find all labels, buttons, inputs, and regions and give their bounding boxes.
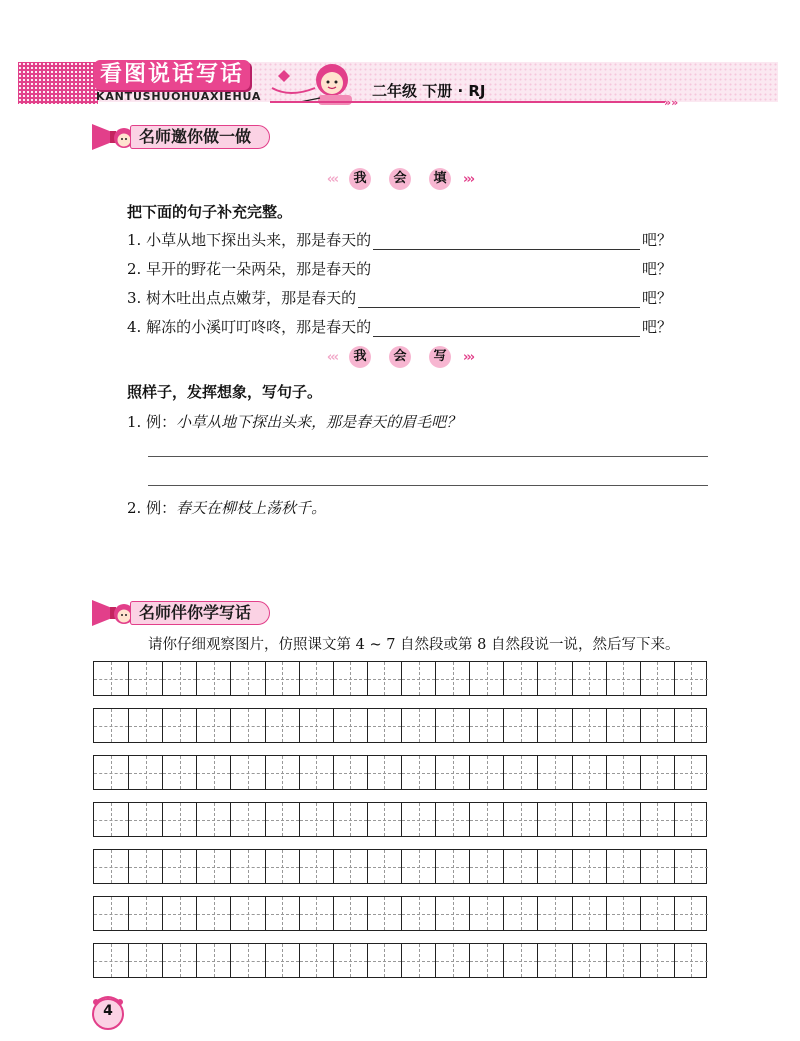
grid-cell[interactable] (367, 756, 401, 789)
section-title: 名师邀你做一做 (130, 125, 270, 149)
grid-cell[interactable] (367, 803, 401, 836)
grid-cell[interactable] (674, 803, 708, 836)
grid-cell[interactable] (265, 709, 299, 742)
grid-cell[interactable] (333, 850, 367, 883)
grid-row[interactable] (93, 896, 707, 931)
grid-cell[interactable] (333, 756, 367, 789)
grid-cell[interactable] (333, 897, 367, 930)
grid-cell[interactable] (435, 662, 469, 695)
grid-cell[interactable] (640, 662, 674, 695)
grade-label: 二年级 下册 · RJ (372, 82, 486, 100)
grid-cell[interactable] (196, 662, 230, 695)
grid-cell[interactable] (640, 709, 674, 742)
grid-cell[interactable] (128, 756, 162, 789)
subhead-char: 会 (389, 168, 411, 190)
grid-cell[interactable] (435, 850, 469, 883)
fill-item-4 (127, 313, 672, 337)
grid-cell[interactable] (196, 897, 230, 930)
grid-cell[interactable] (537, 850, 571, 883)
grid-cell[interactable] (196, 944, 230, 977)
grid-cell[interactable] (162, 850, 196, 883)
grid-cell[interactable] (94, 662, 128, 695)
grid-cell[interactable] (606, 662, 640, 695)
grid-cell[interactable] (265, 897, 299, 930)
fill-item-3 (127, 284, 672, 308)
grid-cell[interactable] (230, 803, 264, 836)
section-banner-writing (90, 594, 290, 628)
grid-cell[interactable] (469, 897, 503, 930)
cartoon-girl-icon (270, 58, 365, 106)
section-banner-practice (90, 118, 290, 152)
grid-cell[interactable] (674, 897, 708, 930)
grid-cell[interactable] (674, 850, 708, 883)
grid-cell[interactable] (537, 756, 571, 789)
grid-cell[interactable] (196, 756, 230, 789)
grid-cell[interactable] (265, 850, 299, 883)
writing-line[interactable] (148, 485, 708, 486)
fill-item-text: 4. 解冻的小溪叮叮咚咚，那是春天的 (127, 318, 372, 336)
grid-cell[interactable] (367, 662, 401, 695)
subhead-char: 填 (429, 168, 451, 190)
header-underline (270, 101, 665, 103)
grid-cell[interactable] (572, 944, 606, 977)
subhead-char: 写 (429, 346, 451, 368)
grid-cell[interactable] (572, 803, 606, 836)
grid-cell[interactable] (94, 709, 128, 742)
chevron-right-icon: ››› (463, 349, 474, 365)
grid-cell[interactable] (469, 803, 503, 836)
grid-cell[interactable] (572, 662, 606, 695)
answer-blank[interactable] (358, 289, 640, 308)
grid-cell[interactable] (94, 850, 128, 883)
grid-cell[interactable] (196, 803, 230, 836)
grid-cell[interactable] (401, 897, 435, 930)
fill-item-2 (127, 255, 672, 279)
grid-cell[interactable] (572, 709, 606, 742)
grid-cell[interactable] (503, 709, 537, 742)
grid-cell[interactable] (299, 662, 333, 695)
chevron-left-icon: ‹‹‹ (326, 349, 337, 365)
grid-cell[interactable] (162, 662, 196, 695)
fill-item-1 (127, 226, 672, 250)
grid-cell[interactable] (162, 756, 196, 789)
grid-cell[interactable] (196, 850, 230, 883)
grid-row[interactable] (93, 661, 707, 696)
book-title: 看图说话写话 (94, 60, 250, 90)
example-text: 小草从地下探出头来，那是春天的眉毛吧？ (176, 413, 462, 431)
grid-cell[interactable] (333, 709, 367, 742)
grid-cell[interactable] (367, 944, 401, 977)
example-2 (127, 497, 326, 518)
grid-cell[interactable] (401, 944, 435, 977)
grid-cell[interactable] (606, 897, 640, 930)
grid-cell[interactable] (128, 850, 162, 883)
grid-cell[interactable] (572, 756, 606, 789)
grid-cell[interactable] (401, 850, 435, 883)
grid-cell[interactable] (401, 662, 435, 695)
book-title-pinyin: KANTUSHUOHUAXIEHUA (96, 90, 262, 103)
grid-cell[interactable] (606, 803, 640, 836)
grid-cell[interactable] (401, 709, 435, 742)
grid-cell[interactable] (230, 709, 264, 742)
grid-cell[interactable] (230, 756, 264, 789)
grid-cell[interactable] (162, 803, 196, 836)
grid-row[interactable] (93, 802, 707, 837)
grid-cell[interactable] (162, 709, 196, 742)
header-arrows: »» (664, 96, 679, 109)
grid-cell[interactable] (606, 709, 640, 742)
grid-cell[interactable] (469, 709, 503, 742)
grid-cell[interactable] (196, 709, 230, 742)
page-number: 4 (103, 1003, 113, 1019)
header-dot-pattern (18, 62, 98, 104)
grid-cell[interactable] (265, 756, 299, 789)
grid-cell[interactable] (674, 944, 708, 977)
grid-cell[interactable] (640, 850, 674, 883)
grid-cell[interactable] (674, 756, 708, 789)
grid-cell[interactable] (537, 662, 571, 695)
grid-cell[interactable] (128, 944, 162, 977)
grid-cell[interactable] (640, 756, 674, 789)
fill-item-text: 1. 小草从地下探出头来，那是春天的 (127, 231, 372, 249)
fill-item-suffix: 吧？ (641, 318, 672, 336)
example-text: 春天在柳枝上荡秋千。 (176, 499, 327, 517)
grid-cell[interactable] (503, 897, 537, 930)
section-title: 名师伴你学写话 (130, 601, 270, 625)
grid-cell[interactable] (537, 803, 571, 836)
subhead-char: 我 (349, 168, 371, 190)
grid-cell[interactable] (128, 897, 162, 930)
grid-cell[interactable] (640, 944, 674, 977)
grid-cell[interactable] (537, 897, 571, 930)
grid-row[interactable] (93, 849, 707, 884)
grid-cell[interactable] (640, 803, 674, 836)
grid-cell[interactable] (299, 850, 333, 883)
grid-cell[interactable] (503, 756, 537, 789)
grid-cell[interactable] (435, 709, 469, 742)
grid-cell[interactable] (333, 662, 367, 695)
grid-cell[interactable] (640, 897, 674, 930)
grid-cell[interactable] (674, 709, 708, 742)
grid-cell[interactable] (537, 944, 571, 977)
grid-cell[interactable] (128, 709, 162, 742)
grid-cell[interactable] (367, 709, 401, 742)
grid-cell[interactable] (128, 803, 162, 836)
subhead-fill (300, 166, 500, 192)
grid-cell[interactable] (469, 850, 503, 883)
writing-prompt: 请你仔细观察图片，仿照课文第 4 ~ 7 自然段或第 8 自然段说一说，然后写下来。 (148, 637, 680, 653)
grid-cell[interactable] (230, 662, 264, 695)
grid-cell[interactable] (299, 756, 333, 789)
grid-cell[interactable] (299, 803, 333, 836)
example-number: 2. 例： (127, 499, 177, 517)
grid-cell[interactable] (162, 897, 196, 930)
grid-cell[interactable] (503, 662, 537, 695)
grid-cell[interactable] (299, 897, 333, 930)
grid-cell[interactable] (367, 850, 401, 883)
answer-blank[interactable] (373, 261, 640, 279)
answer-blank[interactable] (373, 318, 640, 337)
grid-row[interactable] (93, 708, 707, 743)
grid-cell[interactable] (94, 803, 128, 836)
grid-cell[interactable] (435, 756, 469, 789)
grid-cell[interactable] (469, 662, 503, 695)
grid-cell[interactable] (401, 803, 435, 836)
grid-cell[interactable] (469, 756, 503, 789)
grid-cell[interactable] (435, 803, 469, 836)
subhead-char: 会 (389, 346, 411, 368)
grid-cell[interactable] (401, 756, 435, 789)
answer-blank[interactable] (373, 231, 640, 250)
grid-cell[interactable] (333, 944, 367, 977)
grid-cell[interactable] (94, 756, 128, 789)
grid-cell[interactable] (435, 897, 469, 930)
example-number: 1. 例： (127, 413, 177, 431)
grid-cell[interactable] (230, 944, 264, 977)
grid-cell[interactable] (265, 662, 299, 695)
example-1 (127, 411, 461, 432)
grid-cell[interactable] (230, 897, 264, 930)
writing-line[interactable] (148, 456, 708, 457)
subhead-char: 我 (349, 346, 371, 368)
grid-cell[interactable] (299, 709, 333, 742)
grid-cell[interactable] (503, 850, 537, 883)
grid-cell[interactable] (537, 709, 571, 742)
grid-cell[interactable] (367, 897, 401, 930)
grid-cell[interactable] (606, 944, 640, 977)
grid-cell[interactable] (606, 756, 640, 789)
chevron-right-icon: ››› (463, 171, 474, 187)
grid-cell[interactable] (333, 803, 367, 836)
grid-cell[interactable] (435, 944, 469, 977)
grid-row[interactable] (93, 755, 707, 790)
grid-cell[interactable] (469, 944, 503, 977)
grid-cell[interactable] (572, 897, 606, 930)
grid-cell[interactable] (94, 944, 128, 977)
grid-cell[interactable] (94, 897, 128, 930)
subhead-write (300, 344, 500, 370)
fill-item-suffix: 吧？ (641, 231, 672, 249)
grid-cell[interactable] (265, 803, 299, 836)
fill-item-text: 2. 早开的野花一朵两朵，那是春天的 (127, 260, 372, 278)
fill-item-text: 3. 树木吐出点点嫩芽，那是春天的 (127, 289, 357, 307)
grid-cell[interactable] (503, 803, 537, 836)
fill-item-suffix: 吧？ (641, 260, 672, 278)
chevron-left-icon: ‹‹‹ (326, 171, 337, 187)
grid-cell[interactable] (162, 944, 196, 977)
grid-row[interactable] (93, 943, 707, 978)
grid-cell[interactable] (230, 850, 264, 883)
grid-cell[interactable] (674, 662, 708, 695)
instruction-fill: 把下面的句子补充完整。 (127, 203, 293, 221)
grid-cell[interactable] (299, 944, 333, 977)
fill-item-suffix: 吧？ (641, 289, 672, 307)
grid-cell[interactable] (606, 850, 640, 883)
grid-cell[interactable] (572, 850, 606, 883)
grid-cell[interactable] (503, 944, 537, 977)
grid-cell[interactable] (265, 944, 299, 977)
grid-cell[interactable] (128, 662, 162, 695)
instruction-write: 照样子，发挥想象，写句子。 (127, 383, 323, 401)
